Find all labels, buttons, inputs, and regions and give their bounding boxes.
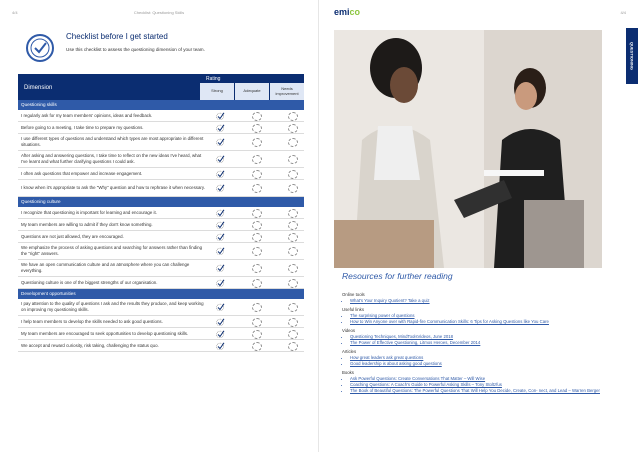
table-row	[18, 219, 304, 231]
resource-list	[342, 355, 612, 367]
resource-group-heading: Useful links	[342, 307, 364, 312]
resource-group-heading: Videos	[342, 328, 356, 333]
strong-checked-icon[interactable]	[216, 303, 225, 311]
resource-link[interactable]: • Coaching Questions: A Coach's Guide to Powerful Asking Skills – Tony Stoltzfus	[350, 382, 612, 388]
resource-group-heading: Books	[342, 370, 354, 375]
needs-improvement-empty-circle-icon[interactable]	[288, 170, 297, 178]
strong-checked-icon[interactable]	[216, 221, 225, 229]
strong-checked-icon[interactable]	[216, 279, 225, 287]
resource-link[interactable]: • The surprising power of questions	[350, 313, 612, 319]
resources-list	[342, 289, 612, 394]
table-row	[18, 168, 304, 180]
needs-improvement-empty-circle-icon[interactable]	[288, 247, 297, 255]
resource-link[interactable]: • The Power of Effective Questioning, Litmos Heroes, December 2014	[350, 340, 612, 346]
table-row	[18, 328, 304, 340]
strong-checked-icon[interactable]	[216, 247, 225, 255]
dimension-column-header: Dimension	[24, 85, 53, 91]
adequate-empty-circle-icon[interactable]	[252, 233, 261, 241]
resource-group-heading: Articles	[342, 349, 357, 354]
strong-checked-icon[interactable]	[216, 184, 225, 192]
table-section-header: Questioning culture	[18, 197, 304, 207]
row-statement: I regularly ask for my team members' opinions, ideas and feedback.	[21, 112, 153, 118]
row-statement: Before going to a meeting, I take time to prepare my questions.	[21, 124, 144, 130]
resource-list	[342, 298, 612, 304]
adequate-empty-circle-icon[interactable]	[252, 112, 261, 120]
row-statement: My team members are willing to admit if they don't know something.	[21, 221, 153, 227]
row-statement: I use different types of questions and understand which types are most appropriate in different situations.	[21, 136, 204, 147]
table-row	[18, 207, 304, 219]
table-row	[18, 134, 304, 151]
row-statement: I often ask questions that empower and increase engagement.	[21, 170, 143, 176]
emico-logo: emico	[334, 7, 361, 17]
row-statement: We emphasize the process of asking questions and searching for answers rather than finding the "right" answers.	[21, 245, 203, 256]
resource-link[interactable]: • The Book of Beautiful Questions: The Powerful Questions That Will Help You Decide, Create, Con- nect, and Lead – Warren Berger	[350, 388, 612, 394]
row-statement: We accept and reward curiosity, risk taking, challenging the status quo.	[21, 342, 159, 348]
needs-improvement-empty-circle-icon[interactable]	[288, 112, 297, 120]
resource-list	[342, 334, 612, 346]
adequate-empty-circle-icon[interactable]	[252, 303, 261, 311]
resource-group-heading: Online tools	[342, 292, 365, 297]
adequate-empty-circle-icon[interactable]	[252, 138, 261, 146]
strong-checked-icon[interactable]	[216, 170, 225, 178]
checkmark-badge-icon	[26, 34, 54, 62]
table-row	[18, 340, 304, 352]
adequate-empty-circle-icon[interactable]	[252, 184, 261, 192]
resource-link[interactable]: • Good leadership is about asking good questions	[350, 361, 612, 367]
needs-improvement-empty-circle-icon[interactable]	[288, 155, 297, 163]
right-page	[320, 0, 638, 452]
row-statement: After asking and answering questions, I take time to reflect on the new ideas I've heard, what I've learnt and what further clarifying questions I could ask.	[21, 153, 202, 164]
strong-checked-icon[interactable]	[216, 112, 225, 120]
right-running-header	[332, 7, 626, 18]
needs-improvement-column-header: Needs improvement	[270, 83, 304, 100]
row-statement: I pay attention to the quality of questions I ask and the results they produce, and keep working on improving my questioning skills.	[21, 301, 204, 312]
needs-improvement-empty-circle-icon[interactable]	[288, 233, 297, 241]
needs-improvement-empty-circle-icon[interactable]	[288, 330, 297, 338]
needs-improvement-empty-circle-icon[interactable]	[288, 124, 297, 132]
table-row	[18, 122, 304, 134]
row-statement: My team members are encouraged to seek opportunities to develop questioning skills.	[21, 330, 189, 336]
page-subtitle: Use this checklist to assess the questioning dimension of your team.	[66, 47, 205, 52]
resource-link[interactable]: • Questioning Techniques, MindToolsVideos, June 2018	[350, 334, 612, 340]
adequate-empty-circle-icon[interactable]	[252, 279, 261, 287]
table-section-header: Development opportunities	[18, 289, 304, 299]
right-page-number: 4/4	[620, 10, 626, 15]
table-row	[18, 316, 304, 328]
adequate-column-header: Adequate	[235, 83, 269, 100]
strong-checked-icon[interactable]	[216, 155, 225, 163]
table-row	[18, 151, 304, 168]
strong-checked-icon[interactable]	[216, 330, 225, 338]
page-title: Checklist before I get started	[66, 32, 168, 41]
table-row	[18, 110, 304, 122]
table-header	[18, 74, 304, 100]
row-statement: I help team members to develop the skills needed to ask good questions.	[21, 318, 163, 324]
resource-list	[342, 376, 612, 394]
table-row	[18, 260, 304, 277]
strong-checked-icon[interactable]	[216, 318, 225, 326]
strong-column-header: Strong	[200, 83, 234, 100]
left-running-header	[12, 10, 306, 18]
strong-checked-icon[interactable]	[216, 264, 225, 272]
adequate-empty-circle-icon[interactable]	[252, 221, 261, 229]
needs-improvement-empty-circle-icon[interactable]	[288, 279, 297, 287]
strong-checked-icon[interactable]	[216, 342, 225, 350]
section-tab: QUESTIONING	[626, 28, 638, 84]
row-statement: I know when it's appropriate to ask the "Why" question and how to rephrase it when necessary.	[21, 185, 205, 190]
resource-link[interactable]: • How great leaders ask great questions	[350, 355, 612, 361]
left-page-number: 4/4	[12, 10, 18, 15]
strong-checked-icon[interactable]	[216, 138, 225, 146]
needs-improvement-empty-circle-icon[interactable]	[288, 318, 297, 326]
row-statement: Questioning culture is one of the biggest strengths of our organisation.	[21, 279, 158, 285]
needs-improvement-empty-circle-icon[interactable]	[288, 138, 297, 146]
adequate-empty-circle-icon[interactable]	[252, 247, 261, 255]
row-statement: Questions are not just allowed, they are encouraged.	[21, 233, 124, 239]
resources-title: Resources for further reading	[342, 271, 453, 281]
adequate-empty-circle-icon[interactable]	[252, 264, 261, 272]
strong-checked-icon[interactable]	[216, 233, 225, 241]
table-row	[18, 243, 304, 260]
table-body	[18, 100, 304, 352]
table-row	[18, 180, 304, 197]
row-statement: We have an open communication culture and an atmosphere where you can challenge everything.	[21, 262, 190, 273]
table-row	[18, 299, 304, 316]
rating-column-header: Rating	[206, 76, 221, 82]
adequate-empty-circle-icon[interactable]	[252, 342, 261, 350]
table-section-header: Questioning skills	[18, 100, 304, 110]
needs-improvement-empty-circle-icon[interactable]	[288, 264, 297, 272]
adequate-empty-circle-icon[interactable]	[252, 170, 261, 178]
checklist-table	[18, 74, 304, 352]
row-statement: I recognize that questioning is important for learning and encourage it.	[21, 209, 157, 215]
resource-list	[342, 313, 612, 325]
strong-checked-icon[interactable]	[216, 124, 225, 132]
adequate-empty-circle-icon[interactable]	[252, 209, 261, 217]
resource-link[interactable]: • Ask Powerful Questions: Create Conversations That Matter – Will Wise	[350, 376, 612, 382]
needs-improvement-empty-circle-icon[interactable]	[288, 303, 297, 311]
needs-improvement-empty-circle-icon[interactable]	[288, 342, 297, 350]
adequate-empty-circle-icon[interactable]	[252, 318, 261, 326]
needs-improvement-empty-circle-icon[interactable]	[288, 221, 297, 229]
needs-improvement-empty-circle-icon[interactable]	[288, 209, 297, 217]
needs-improvement-empty-circle-icon[interactable]	[288, 184, 297, 192]
strong-checked-icon[interactable]	[216, 209, 225, 217]
meeting-photo	[334, 30, 602, 268]
table-row	[18, 231, 304, 243]
adequate-empty-circle-icon[interactable]	[252, 330, 261, 338]
resource-link[interactable]: • How to Win Anyone over with Rapid-fire Communication Skills: 6 Tips for Asking Questions like You Care	[350, 319, 612, 325]
resource-link[interactable]: • What's Your Inquiry Quotient? Take a quiz	[350, 298, 612, 304]
left-center-header: Checklist: Questioning Skills	[133, 10, 185, 15]
adequate-empty-circle-icon[interactable]	[252, 124, 261, 132]
table-row	[18, 277, 304, 289]
adequate-empty-circle-icon[interactable]	[252, 155, 261, 163]
